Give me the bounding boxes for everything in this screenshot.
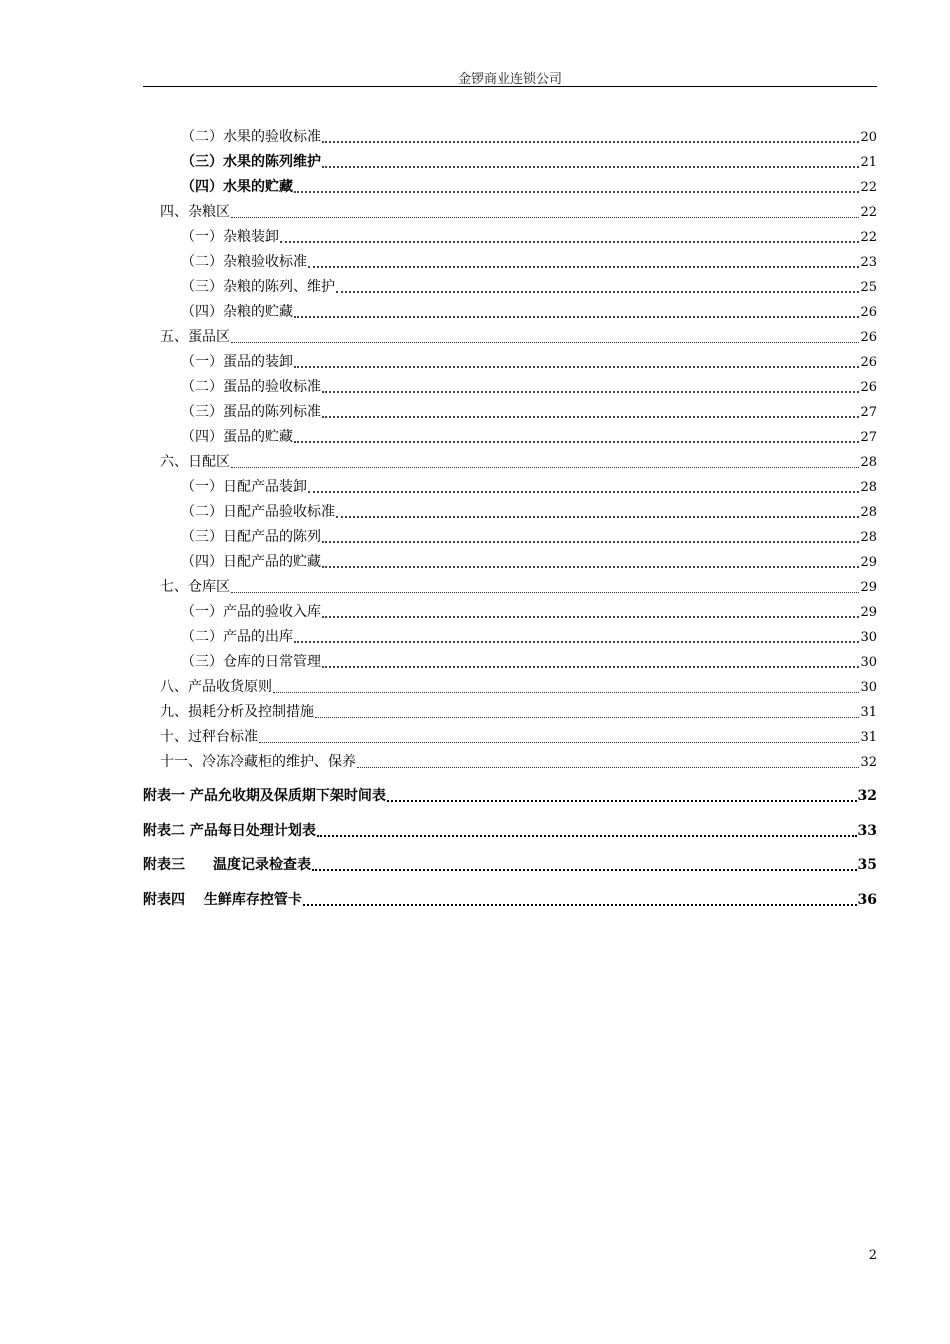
toc-entry-label: 附表三 温度记录检查表 — [143, 857, 311, 873]
toc-leader — [294, 306, 859, 318]
toc-entry-label: 十、过秤台标准 — [160, 729, 258, 745]
toc-entry[interactable] — [143, 475, 877, 500]
toc-entry-page: 20 — [860, 130, 877, 145]
toc-entry-page: 22 — [860, 180, 877, 195]
toc-entry[interactable] — [143, 350, 877, 375]
toc-entry-label: 五、蛋品区 — [160, 329, 230, 345]
toc-entry-page: 21 — [860, 155, 877, 170]
toc-entry[interactable] — [143, 175, 877, 200]
toc-entry[interactable] — [143, 125, 877, 150]
toc-entry-label: （二）蛋品的验收标准 — [181, 379, 321, 395]
toc-entry-page: 28 — [860, 480, 877, 495]
toc-leader — [336, 281, 859, 293]
toc-entry-label: （四）日配产品的贮藏 — [181, 554, 321, 570]
toc-appendix-entry[interactable] — [143, 814, 877, 849]
toc-entry-page: 29 — [860, 605, 877, 620]
toc-leader — [294, 181, 859, 193]
toc-entry[interactable] — [143, 575, 877, 600]
toc-leader — [322, 556, 859, 568]
toc-leader — [322, 656, 859, 668]
toc-entry-label: （二）日配产品验收标准 — [181, 504, 335, 520]
toc-entry-label: 八、产品收货原则 — [160, 679, 272, 695]
toc-entry-label: （三）仓库的日常管理 — [181, 654, 321, 670]
toc-entry-label: （四）杂粮的贮藏 — [181, 304, 293, 320]
toc-entry-page: 22 — [860, 230, 877, 245]
toc-entry[interactable] — [143, 750, 877, 775]
toc-entry-page: 30 — [860, 655, 877, 670]
toc-entry-label: （二）杂粮验收标准 — [181, 254, 307, 270]
toc-entry-page: 32 — [860, 755, 877, 770]
toc-entry-page: 28 — [860, 455, 877, 470]
toc-entry-page: 27 — [860, 430, 877, 445]
toc-leader — [273, 682, 859, 694]
toc-entry-label: （一）日配产品装卸 — [181, 479, 307, 495]
page-number: 2 — [868, 1248, 877, 1263]
toc-entry-label: （四）水果的贮藏 — [181, 179, 293, 195]
toc-entry-label: （一）蛋品的装卸 — [181, 354, 293, 370]
toc-entry[interactable] — [143, 425, 877, 450]
toc-leader — [315, 707, 859, 719]
toc-entry-label: 六、日配区 — [160, 454, 230, 470]
toc-entry-page: 25 — [860, 280, 877, 295]
toc-entry[interactable] — [143, 225, 877, 250]
toc-entry-page: 31 — [860, 705, 877, 720]
page-header: 金锣商业连锁公司 — [457, 72, 562, 87]
toc-entry[interactable] — [143, 625, 877, 650]
toc-entry-label: （四）蛋品的贮藏 — [181, 429, 293, 445]
toc-leader — [322, 381, 859, 393]
toc-leader — [231, 332, 859, 344]
toc-leader — [308, 481, 859, 493]
toc-leader — [294, 431, 859, 443]
toc-entry-label: 四、杂粮区 — [160, 204, 230, 220]
toc-leader — [322, 531, 859, 543]
toc-entry[interactable] — [143, 700, 877, 725]
toc-entry-label: （三）杂粮的陈列、维护 — [181, 279, 335, 295]
toc-entry-page: 26 — [860, 305, 877, 320]
toc-entry-page: 30 — [860, 630, 877, 645]
toc-entry-page: 28 — [860, 505, 877, 520]
toc-entry-label: （一）产品的验收入库 — [181, 604, 321, 620]
toc-appendix-entry[interactable] — [143, 883, 877, 918]
toc-entry[interactable] — [143, 650, 877, 675]
toc-leader — [231, 582, 859, 594]
toc-entry[interactable] — [143, 400, 877, 425]
toc-entry-label: 附表四 生鲜库存控管卡 — [143, 891, 302, 908]
toc-entry[interactable] — [143, 450, 877, 475]
toc-entry[interactable] — [143, 325, 877, 350]
toc-entry[interactable] — [143, 725, 877, 750]
toc-entry-label: 附表二 产品每日处理计划表 — [143, 822, 316, 839]
toc-entry-page: 36 — [857, 891, 877, 908]
toc-entry-label: （三）蛋品的陈列标准 — [181, 404, 321, 420]
toc-entry-page: 30 — [860, 680, 877, 695]
toc-entry-label: （二）产品的出库 — [181, 629, 293, 645]
toc-entry-label: 附表一 产品允收期及保质期下架时间表 — [143, 788, 386, 804]
toc-entry-page: 26 — [860, 355, 877, 370]
toc-leader — [387, 790, 857, 803]
toc-entry-page: 26 — [860, 330, 877, 345]
toc-entry-label: （二）水果的验收标准 — [181, 129, 321, 145]
toc-entry[interactable] — [143, 300, 877, 325]
toc-appendix-entry[interactable] — [143, 848, 877, 883]
toc-entry-page: 32 — [857, 788, 877, 804]
toc-entry[interactable] — [143, 200, 877, 225]
toc-entry[interactable] — [143, 250, 877, 275]
toc-leader — [280, 231, 859, 243]
toc-leader — [259, 732, 859, 744]
toc-entry[interactable] — [143, 150, 877, 175]
toc-entry-label: （三）水果的陈列维护 — [181, 154, 321, 170]
toc-entry-label: （三）日配产品的陈列 — [181, 529, 321, 545]
toc-leader — [317, 824, 857, 837]
toc-entry-page: 35 — [857, 857, 877, 873]
toc-entry[interactable] — [143, 525, 877, 550]
toc-entry-page: 27 — [860, 405, 877, 420]
toc-entry-label: 十一、冷冻冷藏柜的维护、保养 — [160, 754, 356, 770]
toc-leader — [294, 356, 859, 368]
toc-entry[interactable] — [143, 375, 877, 400]
toc-entry-page: 31 — [860, 730, 877, 745]
toc-entry-page: 28 — [860, 530, 877, 545]
toc-leader — [231, 207, 859, 219]
toc-leader — [322, 406, 859, 418]
toc-entry-page: 22 — [860, 205, 877, 220]
toc-leader — [322, 606, 859, 618]
toc-leader — [322, 156, 859, 168]
toc-entry-page: 29 — [860, 580, 877, 595]
toc-leader — [303, 893, 857, 906]
toc-entry-page: 26 — [860, 380, 877, 395]
toc-leader — [357, 757, 859, 769]
toc-entry[interactable] — [143, 600, 877, 625]
toc-entry-page: 33 — [857, 822, 877, 839]
toc-entry-label: 七、仓库区 — [160, 579, 230, 595]
toc-entry-label: 九、损耗分析及控制措施 — [160, 704, 314, 720]
toc-leader — [294, 631, 859, 643]
toc-entry[interactable] — [143, 500, 877, 525]
toc-entry[interactable] — [143, 275, 877, 300]
toc-leader — [336, 506, 859, 518]
toc-entry-page: 29 — [860, 555, 877, 570]
toc-appendix-entry[interactable] — [143, 779, 877, 814]
toc-entry-label: （一）杂粮装卸 — [181, 229, 279, 245]
toc-leader — [308, 256, 859, 268]
toc-leader — [231, 457, 859, 469]
toc-leader — [322, 131, 859, 143]
toc-entry[interactable] — [143, 550, 877, 575]
table-of-contents — [143, 125, 877, 917]
toc-leader — [312, 859, 857, 872]
toc-entry-page: 23 — [860, 255, 877, 270]
header-rule — [143, 86, 877, 87]
toc-entry[interactable] — [143, 675, 877, 700]
